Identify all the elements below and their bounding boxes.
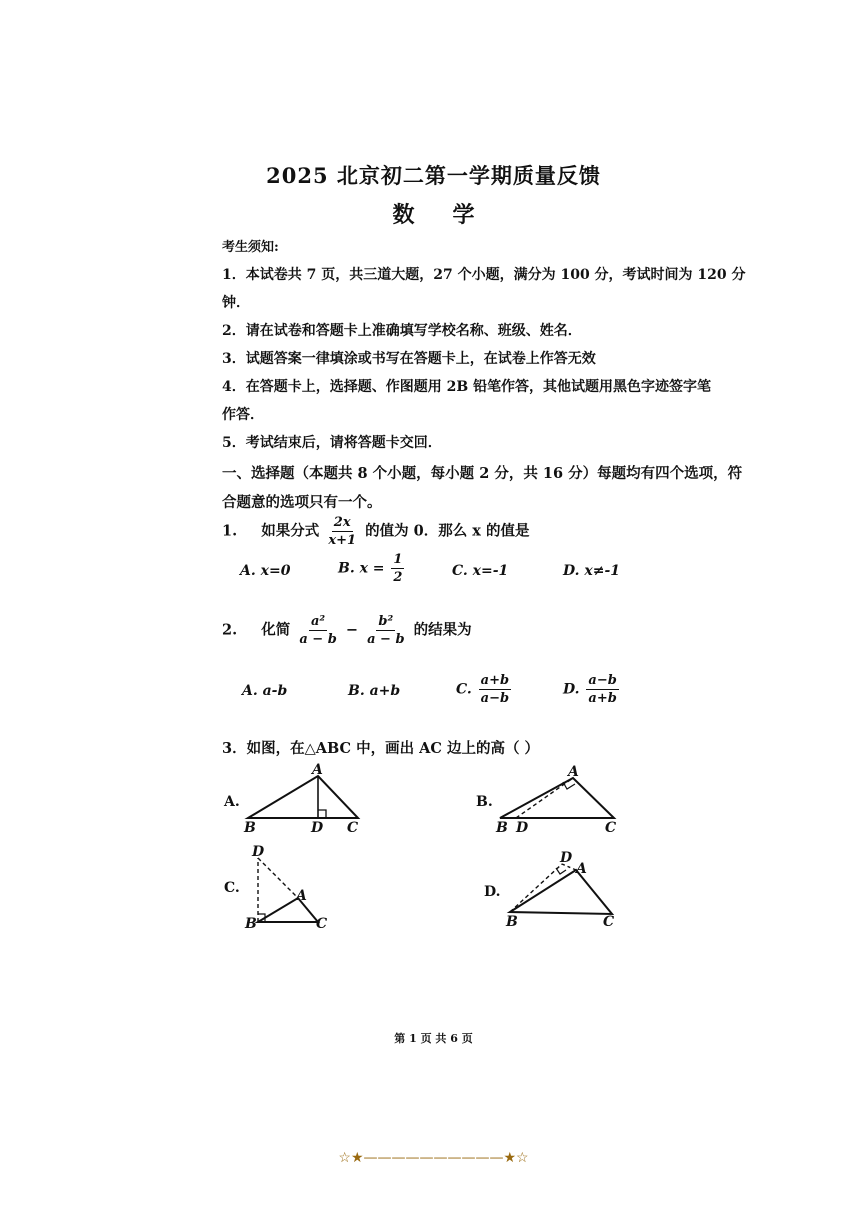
- figure-c: [224, 844, 327, 932]
- triangle: [510, 870, 612, 914]
- fraction-denominator: 2: [393, 570, 403, 585]
- vertex-label: A: [568, 764, 579, 780]
- option-a: A. x=0: [240, 563, 291, 579]
- option-c: C. x=-1: [452, 563, 509, 579]
- vertex-label: C: [347, 820, 359, 836]
- option-a: A. a-b: [242, 683, 288, 699]
- figure-a: [223, 762, 358, 836]
- question-number: 1.: [222, 522, 238, 540]
- page-title: 2025 北京初二第一学期质量反馈: [266, 163, 601, 188]
- fraction-numerator: 2x: [333, 515, 351, 530]
- fraction-numerator: 1: [393, 552, 403, 567]
- question-text: 化简: [261, 621, 291, 639]
- triangle: [248, 776, 358, 818]
- option-label: C.: [456, 681, 472, 698]
- vertex-label: C: [316, 916, 328, 932]
- option-text: B. x =: [338, 560, 385, 577]
- subject-title: 数学: [392, 202, 513, 228]
- question-3: 3．如图，在△ABC 中，画出 AC 边上的高（ ）: [222, 740, 540, 757]
- fraction-numerator: a²: [311, 614, 326, 629]
- vertex-label: A: [312, 762, 323, 778]
- vertex-label: B: [244, 820, 256, 836]
- vertex-label: B: [245, 916, 257, 932]
- right-angle-mark: [318, 810, 326, 818]
- triangle: [258, 898, 318, 922]
- vertex-label: D: [311, 820, 324, 836]
- notice-item: 4．在答题卡上，选择题、作图题用 2B 铅笔作答，其他试题用黑色字迹签字笔: [222, 379, 712, 395]
- figure-d: [484, 850, 614, 930]
- vertex-label: D: [560, 850, 573, 866]
- vertex-label: A: [296, 888, 307, 904]
- figure-label: D.: [484, 884, 501, 900]
- option-label: D.: [563, 681, 580, 698]
- vertex-label: D: [252, 844, 265, 860]
- extension-line: [258, 858, 298, 898]
- figure-label: C.: [224, 880, 240, 896]
- fraction-denominator: x+1: [328, 533, 357, 548]
- question-number: 2.: [222, 621, 238, 639]
- vertex-label: B: [506, 914, 518, 930]
- vertex-label: C: [605, 820, 617, 836]
- notice-item: 1．本试卷共 7 页，共三道大题，27 个小题，满分为 100 分，考试时间为 120 分: [222, 267, 746, 283]
- altitude-line: [510, 864, 562, 912]
- section-heading-cont: 合题意的选项只有一个。: [222, 494, 382, 511]
- question-text: 如果分式: [261, 522, 320, 540]
- fraction-numerator: b²: [378, 614, 394, 629]
- fraction-numerator: a−b: [588, 673, 617, 688]
- fraction-denominator: a − b: [299, 632, 337, 647]
- vertex-label: C: [603, 914, 615, 930]
- triangle: [500, 778, 614, 818]
- fraction-denominator: a − b: [367, 632, 405, 647]
- option-b: B. a+b: [348, 683, 401, 699]
- notice-item: 3．试题答案一律填涂或书写在答题卡上，在试卷上作答无效: [222, 351, 596, 367]
- vertex-label: A: [576, 861, 587, 877]
- minus-sign: −: [345, 621, 359, 639]
- notice-item: 5．考试结束后，请将答题卡交回．: [222, 435, 442, 451]
- fraction-numerator: a+b: [480, 673, 510, 688]
- question-text: 的值为 0．那么 x 的值是: [365, 522, 530, 540]
- figure-b: [476, 764, 616, 836]
- decorative-divider: ☆★——————————★☆: [338, 1150, 529, 1166]
- question-text: 的结果为: [413, 621, 472, 639]
- notice-heading: 考生须知:: [222, 240, 279, 255]
- notice-item: 作答．: [222, 407, 264, 423]
- page-number: 第 1 页 共 6 页: [394, 1032, 473, 1045]
- section-heading: 一、选择题（本题共 8 个小题，每小题 2 分，共 16 分）每题均有四个选项，符: [222, 465, 743, 482]
- vertex-label: B: [496, 820, 508, 836]
- figure-label: B.: [476, 794, 493, 810]
- notice-item: 2．请在试卷和答题卡上准确填写学校名称、班级、姓名．: [222, 323, 582, 339]
- vertex-label: D: [516, 820, 529, 836]
- option-d: D. x≠-1: [563, 563, 621, 579]
- fraction-denominator: a+b: [588, 691, 617, 706]
- notice-item: 钟．: [222, 295, 250, 311]
- figure-label: A.: [224, 794, 240, 810]
- fraction-denominator: a−b: [480, 691, 510, 706]
